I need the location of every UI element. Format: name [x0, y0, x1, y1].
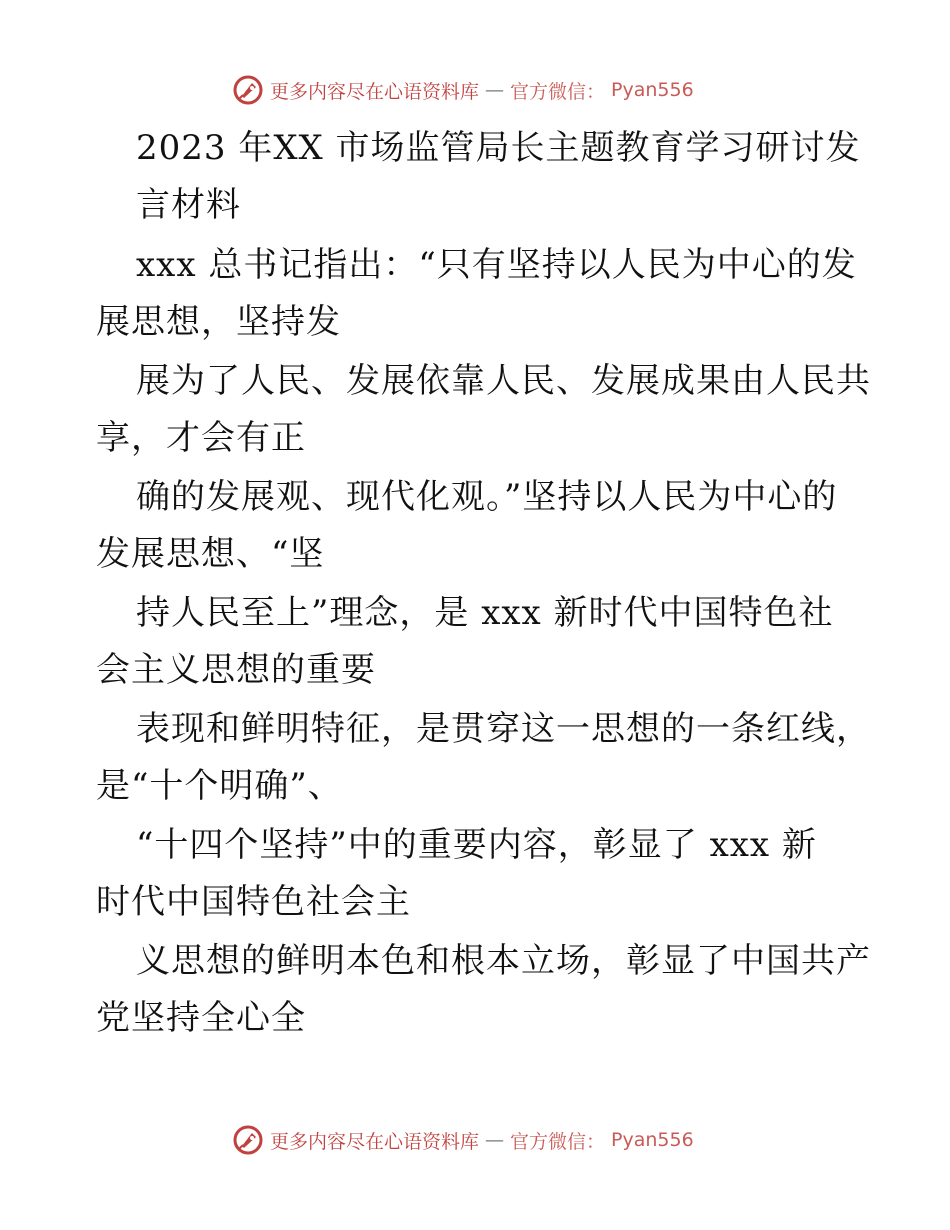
watermark-account-id: Pyan556: [611, 79, 694, 101]
pen-nib-circle-icon: [232, 1124, 264, 1156]
body-line-10: 是“十个明确”、: [96, 766, 343, 806]
body-line-6: 发展思想、“坚: [96, 534, 325, 574]
body-line-2: 展思想，坚持发: [96, 302, 341, 342]
body-line-9: 表现和鲜明特征，是贯穿这一思想的一条红线，: [136, 709, 871, 749]
watermark-account-id: Pyan556: [611, 1129, 694, 1151]
watermark-brand: 更多内容尽在心语资料库: [270, 80, 480, 103]
body-line-7: 持人民至上”理念，是 xxx 新时代中国特色社: [136, 593, 834, 633]
watermark-separator: —: [485, 79, 505, 101]
watermark-account-label: 官方微信：: [510, 80, 606, 103]
pen-nib-circle-icon: [232, 74, 264, 106]
document-title-line-1: 2023 年XX 市场监管局长主题教育学习研讨发: [136, 128, 861, 168]
watermark-brand: 更多内容尽在心语资料库: [270, 1130, 480, 1153]
watermark-separator: —: [485, 1129, 505, 1151]
body-line-8: 会主义思想的重要: [96, 650, 376, 690]
body-line-1: xxx 总书记指出：“只有坚持以人民为中心的发: [136, 245, 857, 285]
body-line-4: 享，才会有正: [96, 418, 306, 458]
body-line-14: 党坚持全心全: [96, 998, 306, 1038]
watermark-account-label: 官方微信：: [510, 1130, 606, 1153]
document-title-line-2: 言材料: [136, 185, 241, 225]
body-line-13: 义思想的鲜明本色和根本立场，彰显了中国共产: [136, 941, 871, 981]
header-watermark: [232, 70, 694, 110]
body-line-12: 时代中国特色社会主: [96, 882, 411, 922]
footer-watermark: [232, 1120, 694, 1160]
body-line-5: 确的发展观、现代化观。”坚持以人民为中心的: [136, 477, 838, 517]
body-line-3: 展为了人民、发展依靠人民、发展成果由人民共: [136, 361, 871, 401]
body-line-11: “十四个坚持”中的重要内容，彰显了 xxx 新: [136, 825, 817, 865]
